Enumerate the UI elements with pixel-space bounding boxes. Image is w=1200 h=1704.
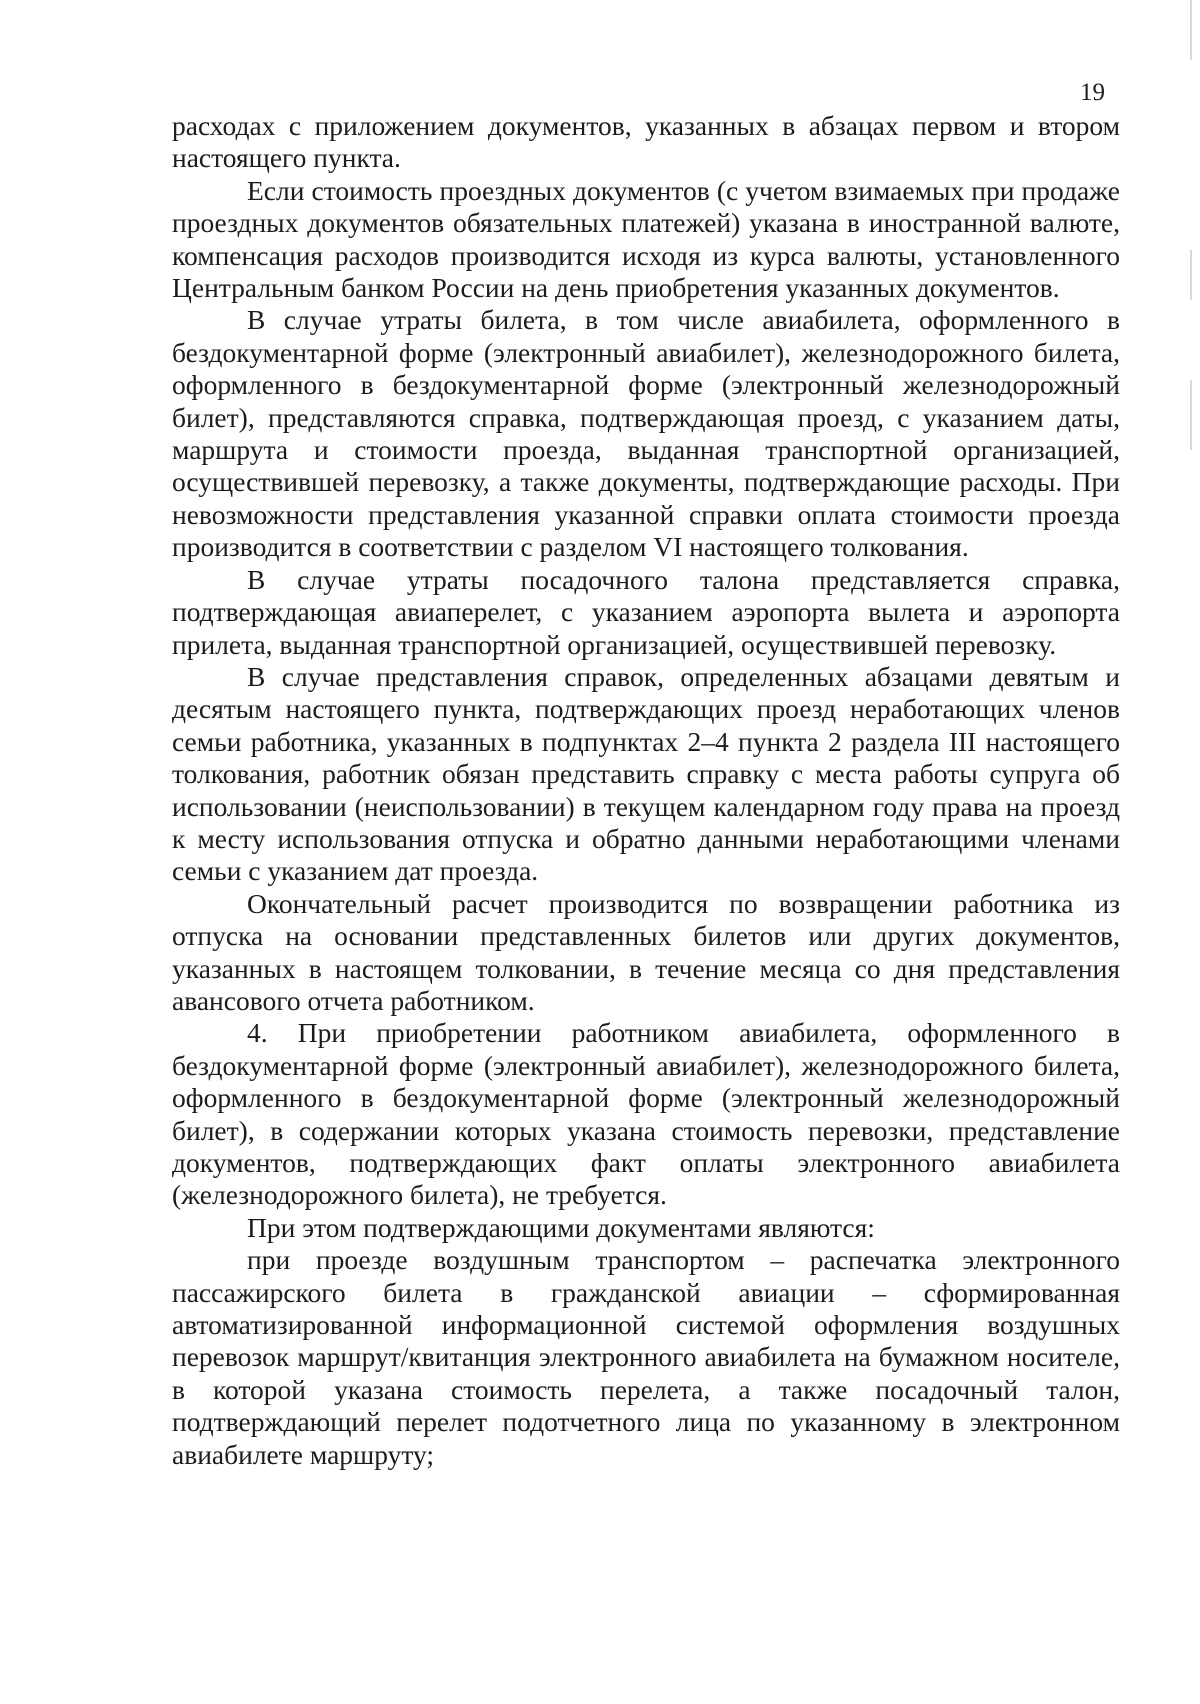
paragraph-foreign-currency: Если стоимость проездных документов (с учетом взимаемых при продаже проездных документов обязательных платежей) указана в иностранной валюте, компенсация расходов производится исходя из курса валюты, установленного Центральным банком России на день приобретения указанных документов.	[172, 174, 1120, 304]
scan-edge-mark	[1190, 380, 1192, 450]
page-number: 19	[1080, 79, 1105, 106]
paragraph-family-certificates: В случае представления справок, определенных абзацами девятым и десятым настоящего пункта, подтверждающих проезд неработающих членов семьи работника, указанных в подпунктах 2–4 пункта 2 раздела III настоящего толкования, работник обязан представить справку с места работы супруга об использовании (неиспользовании) в текущем календарном году права на проезд к месту использования отпуска и обратно данными неработающими членами семьи с указанием дат проезда.	[172, 660, 1120, 887]
document-body	[172, 110, 1120, 1471]
paragraph-supporting-documents: При этом подтверждающими документами являются:	[247, 1211, 875, 1243]
scan-edge-mark	[1190, 250, 1192, 300]
paragraph-item-4: 4. При приобретении работником авиабилета, оформленного в бездокументарной форме (электронный авиабилет), железнодорожного билета, оформленного в бездокументарной форме (электронный железнодорожный билет), в содержании которых указана стоимость перевозки, представление документов, подтверждающих факт оплаты электронного авиабилета (железнодорожного билета), не требуется.	[172, 1017, 1120, 1211]
paragraph-air-transport: при проезде воздушным транспортом – распечатка электронного пассажирского билета в гражданской авиации – сформированная автоматизированной информационной системой оформления воздушных перевозок маршрут/квитанция электронного авиабилета на бумажном носителе, в которой указана стоимость перелета, а также посадочный талон, подтверждающий перелет подотчетного лица по указанному в электронном авиабилете маршруту;	[172, 1244, 1120, 1470]
paragraph-boarding-pass-loss: В случае утраты посадочного талона представляется справка, подтверждающая авиаперелет, с указанием аэропорта вылета и аэропорта прилета, выданная транспортной организацией, осуществившей перевозку.	[172, 563, 1120, 660]
paragraph-final-settlement: Окончательный расчет производится по возвращении работника из отпуска на основании представленных билетов или других документов, указанных в настоящем толковании, в течение месяца со дня представления авансового отчета работником.	[172, 887, 1120, 1016]
paragraph-continuation: расходах с приложением документов, указанных в абзацах первом и втором настоящего пункта.	[172, 110, 1120, 174]
scan-edge-mark	[1190, 0, 1192, 60]
paragraph-ticket-loss: В случае утраты билета, в том числе авиабилета, оформленного в бездокументарной форме (электронный авиабилет), железнодорожного билета, оформленного в бездокументарной форме (электронный железнодорожный билет), представляются справка, подтверждающая проезд, с указанием даты, маршрута и стоимости проезда, выданная транспортной организацией, осуществившей перевозку, а также документы, подтверждающие расходы. При невозможности представления указанной справки оплата стоимости проезда производится в соответствии с разделом VI настоящего толкования.	[172, 304, 1120, 563]
